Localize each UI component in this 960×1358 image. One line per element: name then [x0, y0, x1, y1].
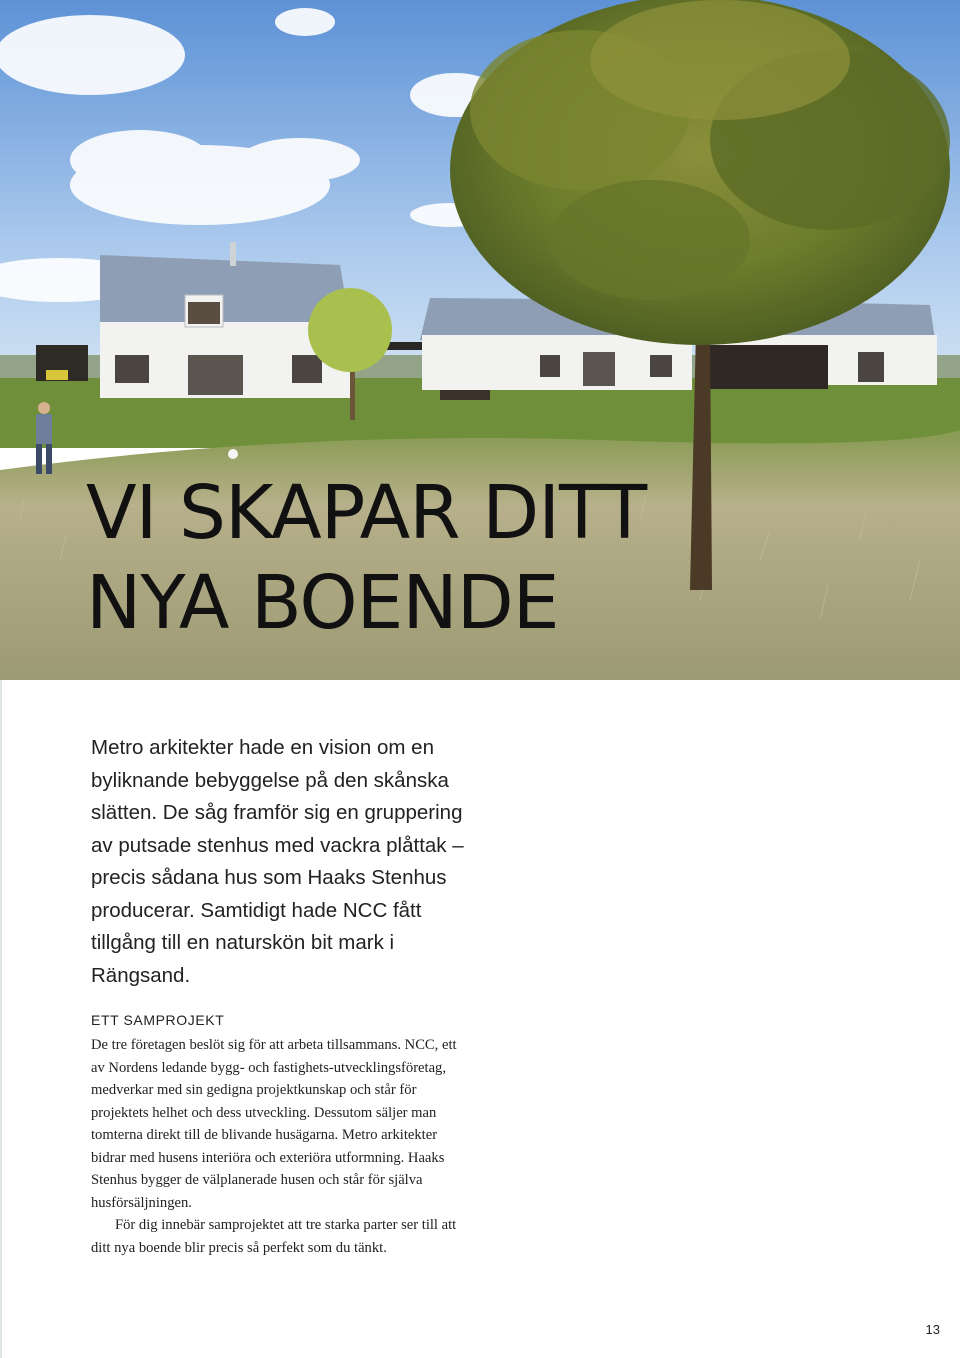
section-heading: ETT SAMPROJEKT	[91, 1012, 225, 1028]
body-paragraph-2: För dig innebär samprojektet att tre starka parter ser till att ditt nya boende blir precis så perfekt som du tänkt.	[91, 1217, 457, 1256]
body-paragraph-1: De tre företagen beslöt sig för att arbeta tillsammans. NCC, ett av Nordens ledande bygg- och fastighets-utvecklingsföretag, medverkar med sin gedigna projektkunskap och står för projektets helhet och dess utveckling. Dessutom säljer man tomterna direkt till de blivande husägarna. Metro arkitekter bidrar med husens interiöra och exteriöra utformning. Haaks Stenhus bygger de välplanerade husen och står för själva husförsäljningen.	[91, 1037, 457, 1211]
page-title	[86, 468, 646, 648]
page-edge-line	[0, 680, 2, 1358]
page-title-line-1: VI SKAPAR DITT	[86, 470, 647, 556]
section-body	[91, 1034, 471, 1259]
page-number: 13	[925, 1322, 940, 1337]
ball	[228, 449, 238, 459]
lead-paragraph: Metro arkitekter hade en vision om en byliknande bebyggelse på den skånska slätten. De såg framför sig en gruppering av putsade stenhus med vackra plåttak – precis sådana hus som Haaks Stenhus producerar. Samtidigt hade NCC fått tillgång till en naturskön bit mark i Rängsand.	[91, 736, 464, 987]
page-title-line-2: NYA BOENDE	[86, 560, 559, 646]
